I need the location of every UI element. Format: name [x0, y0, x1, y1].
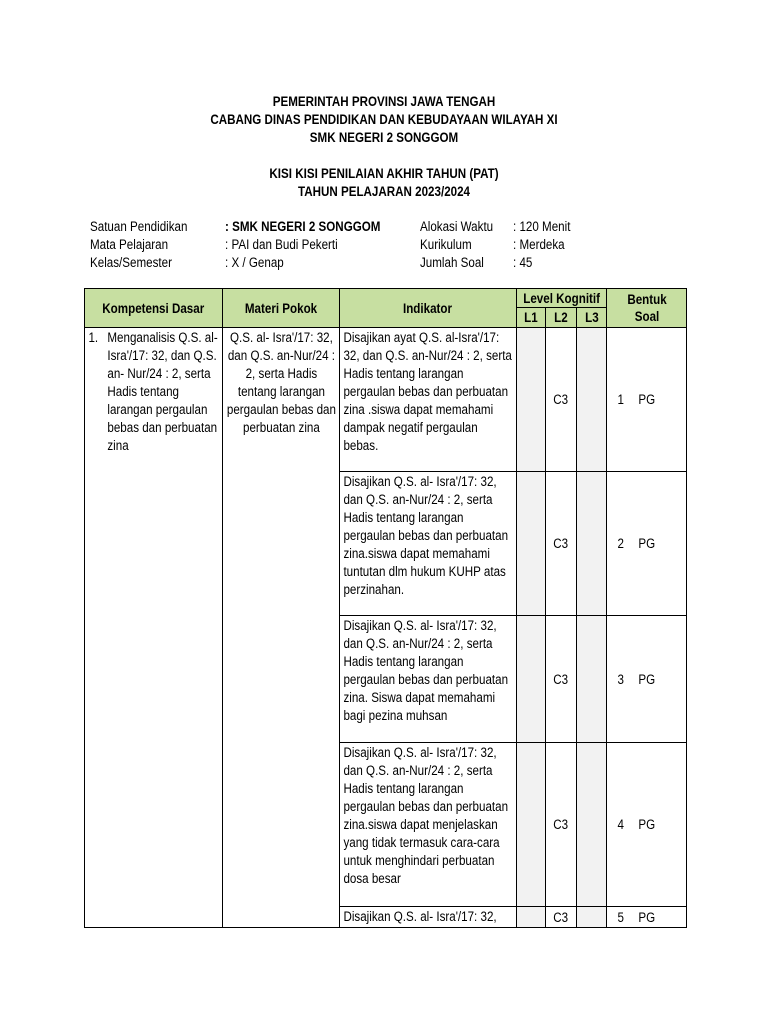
header-l1: L1 — [517, 308, 546, 328]
satuan-value: : SMK NEGERI 2 SONGGOM — [225, 219, 381, 234]
indikator-cell: Disajikan Q.S. al- Isra'/17: 32, — [340, 907, 517, 928]
l3-cell — [577, 472, 607, 616]
bentuk-soal-cell: 1 PG — [607, 328, 687, 472]
table-row — [85, 328, 687, 472]
header-line-1: PEMERINTAH PROVINSI JAWA TENGAH — [272, 94, 496, 109]
header-level-kognitif: Level Kognitif — [517, 289, 607, 308]
l2-cell: C3 — [546, 328, 577, 472]
l2-cell: C3 — [546, 616, 577, 743]
document-subtitle: TAHUN PELAJARAN 2023/2024 — [297, 184, 471, 199]
l1-cell — [517, 907, 546, 928]
header-bentuk-soal: Bentuk Soal — [607, 289, 687, 328]
header-line-3: SMK NEGERI 2 SONGGOM — [309, 130, 459, 145]
mapel-label: Mata Pelajaran — [90, 237, 169, 252]
l2-cell: C3 — [546, 743, 577, 907]
bentuk-soal-cell: 3 PG — [607, 616, 687, 743]
materi-pokok-cell — [223, 328, 340, 928]
document-header — [0, 93, 768, 201]
l1-cell — [517, 472, 546, 616]
bentuk-soal-cell: 4 PG — [607, 743, 687, 907]
indikator-cell: Disajikan Q.S. al- Isra'/17: 32, dan Q.S. an-Nur/24 : 2, serta Hadis tentang larangan pergaulan bebas dan perbuatan zina.siswa dapat memahami tuntutan dlm hukum KUHP atas perzinahan. — [340, 472, 517, 616]
l3-cell — [577, 743, 607, 907]
indikator-cell: Disajikan Q.S. al- Isra'/17: 32, dan Q.S. an-Nur/24 : 2, serta Hadis tentang larangan pergaulan bebas dan perbuatan zina. Siswa dapat memahami bagi pezina muhsan — [340, 616, 517, 743]
kd-text: Menganalisis Q.S. al-Isra'/17: 32, dan Q.S. an- Nur/24 : 2, serta Hadis tentang larangan pergaulan bebas dan perbuatan zina — [107, 330, 218, 453]
indikator-cell: Disajikan ayat Q.S. al-Isra'/17: 32, dan Q.S. an-Nur/24 : 2, serta Hadis tentang larangan pergaulan bebas dan perbuatan zina .siswa dapat memahami dampak negatif pergaulan bebas. — [340, 328, 517, 472]
kompetensi-dasar-cell — [85, 328, 223, 928]
alokasi-value: : 120 Menit — [513, 219, 571, 234]
header-line-2: CABANG DINAS PENDIDIKAN DAN KEBUDAYAAN WILAYAH XI — [210, 112, 558, 127]
l3-cell — [577, 328, 607, 472]
l1-cell — [517, 616, 546, 743]
jumlah-label: Jumlah Soal — [420, 255, 484, 270]
alokasi-label: Alokasi Waktu — [420, 219, 494, 234]
header-l2: L2 — [546, 308, 577, 328]
satuan-label: Satuan Pendidikan — [90, 219, 188, 234]
l2-cell: C3 — [546, 472, 577, 616]
header-indikator: Indikator — [340, 289, 517, 328]
l1-cell — [517, 743, 546, 907]
l3-cell — [577, 616, 607, 743]
l3-cell — [577, 907, 607, 928]
kisi-table — [84, 288, 687, 928]
materi-text: Q.S. al- Isra'/17: 32, dan Q.S. an-Nur/24 : 2, serta Hadis tentang larangan pergaulan bebas dan perbuatan zina — [226, 330, 336, 435]
kelas-value: : X / Genap — [225, 255, 284, 270]
bentuk-soal-cell: 5 PG — [607, 907, 687, 928]
header-l3: L3 — [577, 308, 607, 328]
kd-number: 1. — [88, 330, 99, 345]
kelas-label: Kelas/Semester — [90, 255, 172, 270]
kurikulum-label: Kurikulum — [420, 237, 472, 252]
l1-cell — [517, 328, 546, 472]
bentuk-soal-cell: 2 PG — [607, 472, 687, 616]
kurikulum-value: : Merdeka — [513, 237, 565, 252]
header-materi-pokok: Materi Pokok — [223, 289, 340, 328]
jumlah-value: : 45 — [513, 255, 533, 270]
document-title: KISI KISI PENILAIAN AKHIR TAHUN (PAT) — [269, 166, 499, 181]
indikator-cell: Disajikan Q.S. al- Isra'/17: 32, dan Q.S. an-Nur/24 : 2, serta Hadis tentang larangan pergaulan bebas dan perbuatan zina.siswa dapat menjelaskan yang tidak termasuk cara-cara untuk menghindari perbuatan dosa besar — [340, 743, 517, 907]
l2-cell: C3 — [546, 907, 577, 928]
mapel-value: : PAI dan Budi Pekerti — [225, 237, 338, 252]
header-kompetensi-dasar: Kompetensi Dasar — [85, 289, 223, 328]
